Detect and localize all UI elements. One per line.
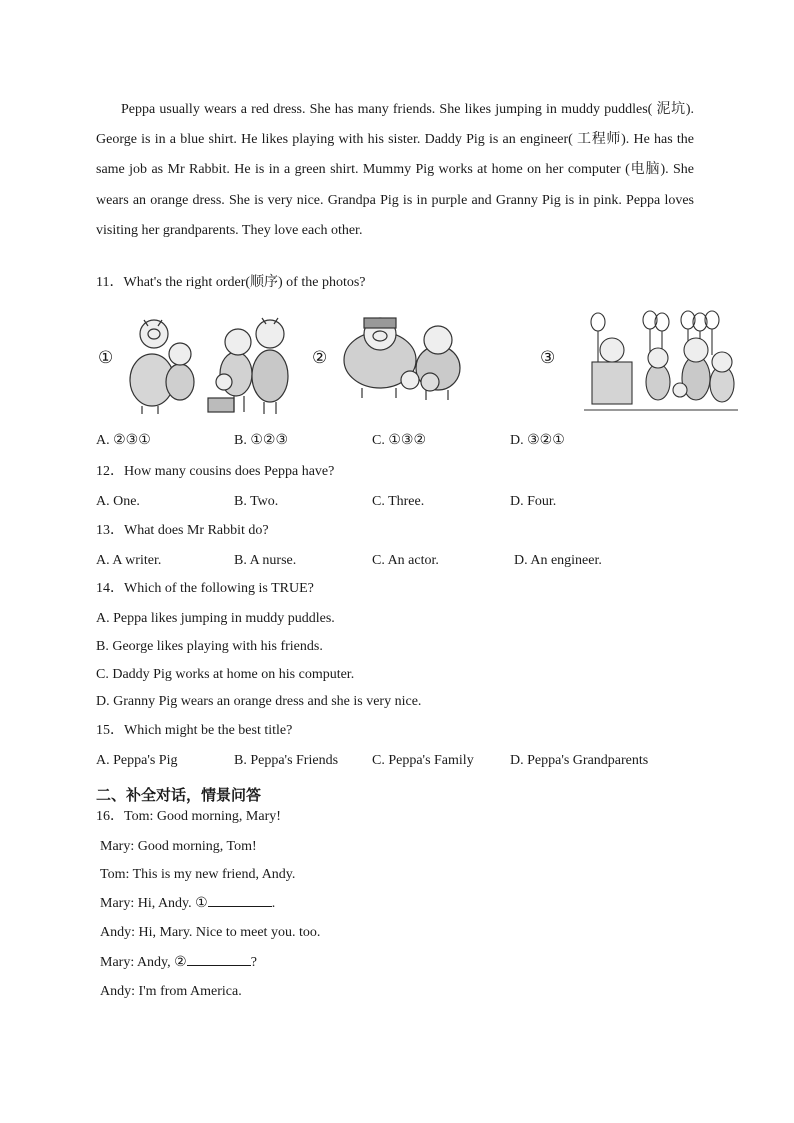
q13-option-c: C. An actor. <box>372 553 439 568</box>
q11-option-b: B. ①②③ <box>234 433 288 448</box>
question-13: 13．What does Mr Rabbit do? <box>96 523 269 538</box>
answer-blank-2[interactable] <box>187 953 251 966</box>
q14-option-d: D. Granny Pig wears an orange dress and she is very nice. <box>96 694 422 709</box>
question-11: 11．What's the right order(顺序) of the photos? <box>96 275 366 290</box>
dialog-line: Mary: Good morning, Tom! <box>100 839 257 854</box>
section-heading: 二、补全对话，情景问答 <box>96 786 262 804</box>
dialog-line: Andy: I'm from America. <box>100 984 242 999</box>
q12-option-d: D. Four. <box>510 494 557 509</box>
photo-2-pig-family <box>340 312 476 402</box>
q14-option-b: B. George likes playing with his friends. <box>96 639 323 654</box>
q11-option-a: A. ②③① <box>96 433 151 448</box>
dialog-text: ? <box>250 955 257 970</box>
dialog-line: Tom: This is my new friend, Andy. <box>100 867 296 882</box>
answer-blank-1[interactable] <box>208 894 272 907</box>
q13-option-a: A. A writer. <box>96 553 162 568</box>
dialog-text: Mary: Hi, Andy. ① <box>100 896 208 911</box>
question-16: 16．Tom: Good morning, Mary! <box>96 809 281 824</box>
dialog-text: Mary: Andy, ② <box>100 955 187 970</box>
photo-label-3: ③ <box>540 348 556 368</box>
photo-label-2: ② <box>312 348 328 368</box>
q12-option-a: A. One. <box>96 494 140 509</box>
dialog-text: . <box>271 896 276 911</box>
reading-passage: Peppa usually wears a red dress. She has many friends. She likes jumping in muddy puddles( 泥坑). George is in a blue shirt. He likes playing with his sister. Daddy Pig is an engineer( 工程师). He has the same job as Mr Rabbit. He is in a green shirt. Mummy Pig works at home on her computer (电脑). She wears an orange dress. She is very nice. Grandpa Pig is in purple and Granny Pig is in pink. Peppa loves visiting her grandparents. They love each other. <box>96 102 694 238</box>
q12-option-c: C. Three. <box>372 494 425 509</box>
q15-option-c: C. Peppa's Family <box>372 753 474 768</box>
question-15: 15．Which might be the best title? <box>96 723 293 738</box>
dialog-line: Andy: Hi, Mary. Nice to meet you. too. <box>100 925 321 940</box>
q15-option-b: B. Peppa's Friends <box>234 753 339 768</box>
q14-option-c: C. Daddy Pig works at home on his computer. <box>96 667 355 682</box>
question-14: 14．Which of the following is TRUE? <box>96 581 314 596</box>
dialog-line-blank-2 <box>100 953 257 972</box>
q15-option-a: A. Peppa's Pig <box>96 753 178 768</box>
q11-option-c: C. ①③② <box>372 433 426 448</box>
photo-3-pig-family-balloons <box>584 310 738 414</box>
q13-option-d: D. An engineer. <box>514 553 602 568</box>
q15-option-d: D. Peppa's Grandparents <box>510 753 649 768</box>
photo-label-1: ① <box>98 348 114 368</box>
q12-option-b: B. Two. <box>234 494 279 509</box>
q14-option-a: A. Peppa likes jumping in muddy puddles. <box>96 611 335 626</box>
q13-option-b: B. A nurse. <box>234 553 297 568</box>
question-12: 12．How many cousins does Peppa have? <box>96 464 335 479</box>
dialog-line-blank-1 <box>100 894 275 913</box>
q11-option-d: D. ③②① <box>510 433 565 448</box>
photo-1-pig-family <box>124 312 294 416</box>
